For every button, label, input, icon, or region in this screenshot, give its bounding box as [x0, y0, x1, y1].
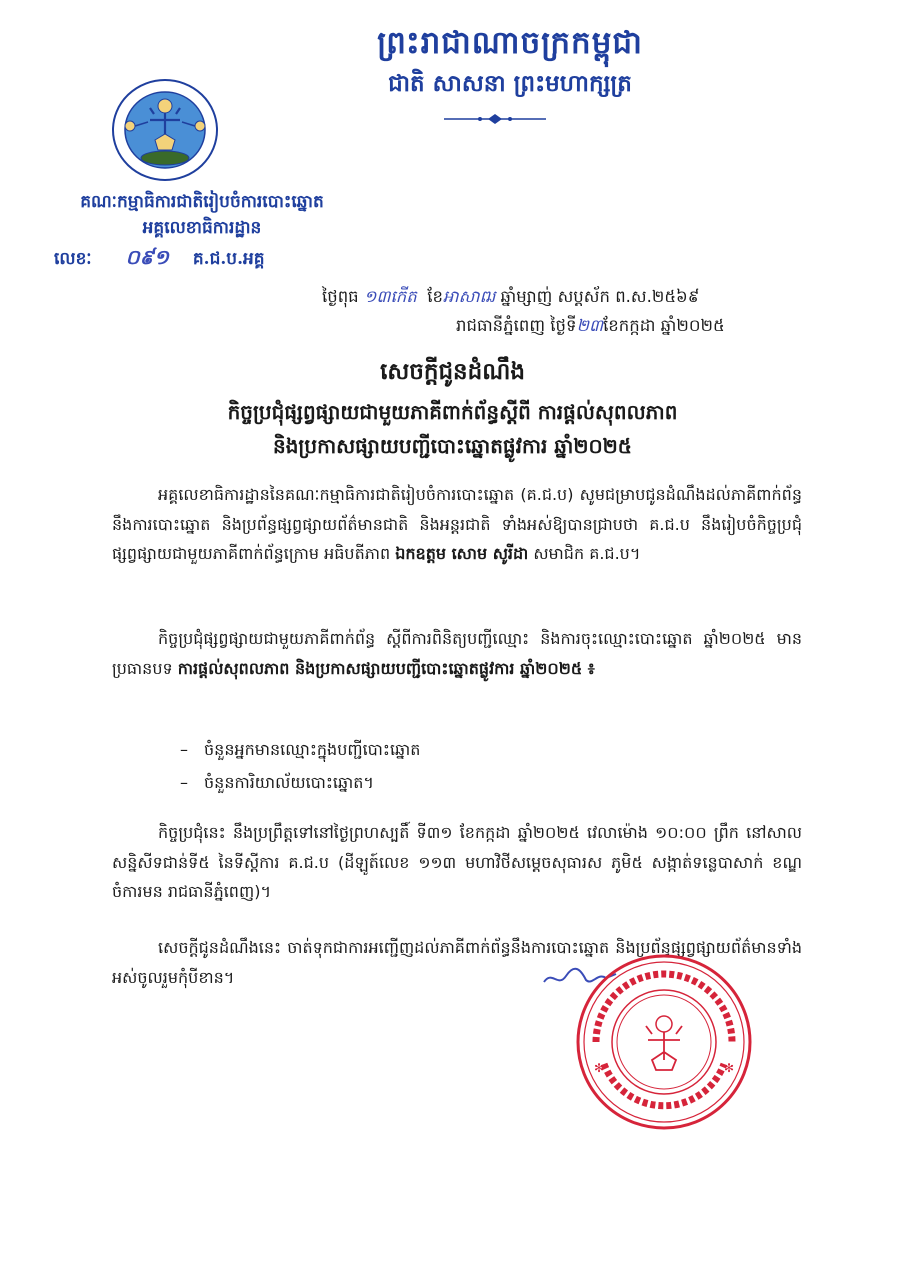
list-item: – ចំនួនអ្នកមានឈ្មោះក្នុងបញ្ជីបោះឆ្នោត — [180, 740, 421, 759]
p1-text-b: សមាជិក គ.ជ.ប។ — [528, 544, 641, 563]
paragraph-3 — [112, 818, 802, 907]
p3-text: កិច្ចប្រជុំនេះ នឹងប្រព្រឹត្តទៅនៅថ្ងៃព្រហស្បតិ៍ ទី៣១ ខែកក្កដា ឆ្នាំ២០២៥ វេលាម៉ោង ១០:០០ ព្រឹក នៅសាលសន្និសីទជាន់ទី៥ នៃទីស្តីការ គ.ជ.ប (ដីឡូត៍លេខ ១១៣ មហាវិថីសម្តេចសុធារស ភូមិ៥ សង្កាត់ទន្លេបាសាក់ ខណ្ឌចំការមន រាជធានីភ្នំពេញ)។ — [112, 823, 802, 901]
svg-text:✻: ✻ — [594, 1061, 605, 1075]
kingdom-heading: ព្រះរាជាណាចក្រកម្ពុជា — [377, 25, 643, 61]
lunar-date-line — [322, 287, 699, 311]
p1-bold: ឯកឧត្តម សោម សូរីដា — [395, 544, 529, 563]
lunar-suffix: ឆ្នាំម្សាញ់ សប្តស័ក ព.ស.២៥៦៩ — [500, 287, 700, 306]
place-prefix: រាជធានីភ្នំពេញ ថ្ងៃទី — [456, 316, 577, 335]
paragraph-1 — [112, 480, 802, 569]
bullet-2: ចំនួនការិយាល័យបោះឆ្នោត។ — [204, 773, 374, 792]
sender-block — [52, 189, 352, 241]
national-motto: ជាតិ សាសនា ព្រះមហាក្សត្រ — [388, 70, 632, 97]
nec-emblem-icon — [110, 78, 220, 182]
p2-text-a: កិច្ចប្រជុំផ្សព្វផ្សាយជាមួយភាគីពាក់ព័ន្ធ ស្តីពីការពិនិត្យបញ្ជីឈ្មោះ និងការចុះឈ្មោះបោះឆ្នោត ឆ្នាំ២០២៥ មានប្រធានបទ — [112, 629, 802, 678]
ref-number: ០៩១ — [125, 245, 169, 269]
list-item: – ចំនួនការិយាល័យបោះឆ្នោត។ — [180, 773, 374, 792]
document-title: សេចក្តីជូនដំណឹង — [380, 358, 525, 385]
p1-text-a: អគ្គលេខាធិការដ្ឋាននៃគណៈកម្មាធិការជាតិរៀបចំការបោះឆ្នោត (គ.ជ.ប) សូមជម្រាបជូនដំណឹងដល់ភាគីពាក់ព័ន្ធនឹងការបោះឆ្នោត និងប្រព័ន្ធផ្សព្វផ្សាយព័ត៌មានជាតិ និងអន្តរជាតិ ទាំងអស់ឱ្យបានជ្រាបថា គ.ជ.ប នឹងរៀបចំកិច្ចប្រជុំផ្សព្វផ្សាយជាមួយភាគីពាក់ព័ន្ធក្រោម អធិបតីភាព — [112, 485, 802, 563]
document-subtitle — [60, 395, 845, 463]
lunar-month: អាសាឍ — [442, 287, 496, 306]
p2-bold: ការផ្តល់សុពលភាព និងប្រកាសផ្សាយបញ្ជីបោះឆ្នោតផ្លូវការ ឆ្នាំ២០២៥ ៖ — [177, 658, 595, 678]
bullet-1: ចំនួនអ្នកមានឈ្មោះក្នុងបញ្ជីបោះឆ្នោត — [204, 740, 421, 759]
lunar-day: ១៣កើត — [363, 287, 417, 306]
subtitle-line-2: និងប្រកាសផ្សាយបញ្ជីបោះឆ្នោតផ្លូវការ ឆ្នាំ២០២៥ — [273, 434, 632, 458]
committee-name: គណៈកម្មាធិការជាតិរៀបចំការបោះឆ្នោត — [80, 192, 324, 212]
ref-label: លេខៈ — [54, 249, 92, 269]
subtitle-line-1: កិច្ចប្រជុំផ្សព្វផ្សាយជាមួយភាគីពាក់ព័ន្ធស្តីពី ការផ្តល់សុពលភាព — [227, 400, 678, 424]
place-suffix: ខែកក្កដា ឆ្នាំ២០២៥ — [603, 316, 725, 335]
p4-text: សេចក្តីជូនដំណឹងនេះ ចាត់ទុកជាការអញ្ជើញដល់ភាគីពាក់ព័ន្ធនឹងការបោះឆ្នោត និងប្រព័ន្ធផ្សព្វផ្សាយព័ត៌មានទាំងអស់ចូលរួមកុំបីខាន។ — [112, 938, 802, 987]
lunar-month-prefix: ខែ — [427, 287, 443, 306]
lunar-prefix: ថ្ងៃពុធ — [322, 287, 359, 306]
bullet-list — [180, 733, 420, 799]
reference-line — [54, 244, 265, 274]
svg-text:✻: ✻ — [724, 1061, 735, 1075]
official-seal-icon — [574, 952, 754, 1132]
ornament-divider-icon — [440, 110, 550, 128]
place-date-line — [456, 316, 725, 340]
paragraph-2 — [112, 624, 802, 683]
date-day: ២៣ — [576, 316, 604, 335]
department-name: អគ្គលេខាធិការដ្ឋាន — [142, 218, 262, 238]
ref-code: គ.ជ.ប.អគ្គ — [192, 249, 265, 269]
